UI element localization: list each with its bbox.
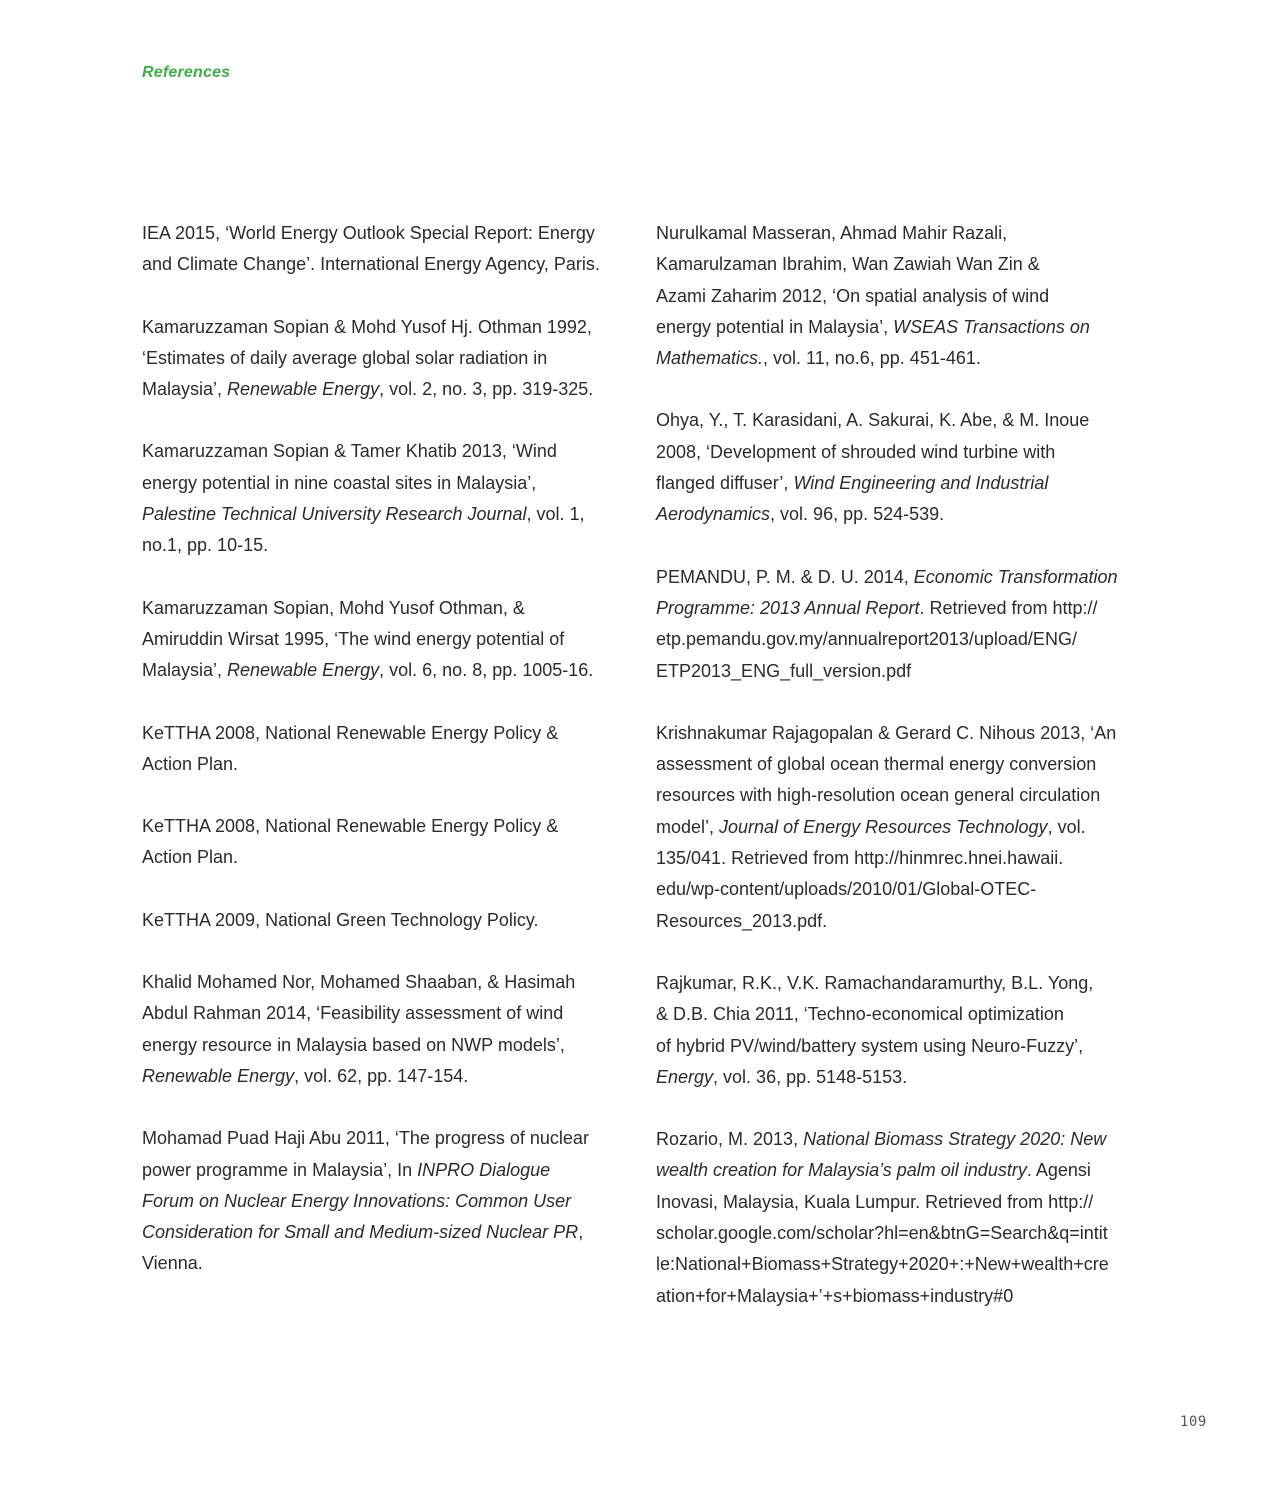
- reference-entry: [142, 718, 632, 781]
- reference-text: Khalid Mohamed Nor, Mohamed Shaaban, & Hasimah Abdul Rahman 2014, ‘Feasibility assessment of wind energy resource in Malaysia based on NWP models’,: [142, 972, 576, 1055]
- reference-title-italic: National Biomass Strategy 2020: New wealth creation for Malaysia’s palm oil industry: [656, 1129, 1107, 1181]
- reference-entry: [142, 905, 632, 936]
- section-title: References: [142, 64, 231, 81]
- reference-text: Kamaruzzaman Sopian & Tamer Khatib 2013, ‘Wind energy potential in nine coastal sites in Malaysia’,: [142, 441, 557, 493]
- reference-entry: [142, 811, 632, 874]
- reference-text: . Agensi Inovasi, Malaysia, Kuala Lumpur. Retrieved from http:// scholar.google.com/scholar?hl=en&btnG=Search&q=intit le:National+Biomass+Strategy+2020+:+New+wealth+cre ation+for+Malaysia+’+s+biomass+industry#0: [656, 1160, 1109, 1306]
- reference-text: Nurulkamal Masseran, Ahmad Mahir Razali, Kamarulzaman Ibrahim, Wan Zawiah Wan Zin & Azami Zaharim 2012, ‘On spatial analysis of wind energy potential in Malaysia’,: [656, 223, 1050, 337]
- reference-entry: [656, 405, 1146, 530]
- reference-entry: [142, 312, 632, 406]
- reference-title-italic: Energy: [656, 1066, 714, 1087]
- reference-entry: [142, 593, 632, 687]
- reference-entry: [656, 218, 1146, 374]
- references-left-column: [142, 218, 632, 1311]
- reference-text: , vol. 135/041. Retrieved from http://hinmrec.hnei.hawaii. edu/wp-content/uploads/2010/01/Global-OTEC- Resources_2013.pdf.: [656, 816, 1086, 931]
- reference-text: , Vienna.: [142, 1222, 584, 1274]
- reference-text: , vol. 62, pp. 147-154.: [294, 1065, 469, 1086]
- reference-text: KeTTHA 2008, National Renewable Energy Policy & Action Plan.: [142, 816, 559, 868]
- reference-title-italic: Palestine Technical University Research Journal: [142, 504, 527, 525]
- reference-entry: [142, 1123, 632, 1279]
- reference-entry: [142, 436, 632, 561]
- reference-text: , vol. 96, pp. 524-539.: [770, 504, 945, 525]
- reference-title-italic: Economic Transformation Programme: 2013 Annual Report: [656, 566, 1118, 618]
- reference-text: Kamaruzzaman Sopian, Mohd Yusof Othman, & Amiruddin Wirsat 1995, ‘The wind energy potential of Malaysia’,: [142, 597, 565, 681]
- reference-title-italic: INPRO Dialogue Forum on Nuclear Energy Innovations: Common User Consideration for Small and Medium-sized Nuclear PR: [142, 1159, 579, 1243]
- reference-entry: [142, 218, 632, 281]
- reference-text: , vol. 36, pp. 5148-5153.: [713, 1066, 908, 1087]
- reference-entry: [656, 718, 1146, 937]
- reference-text: Rozario, M. 2013,: [656, 1129, 804, 1150]
- reference-text: Kamaruzzaman Sopian & Mohd Yusof Hj. Othman 1992, ‘Estimates of daily average global solar radiation in Malaysia’,: [142, 316, 592, 400]
- reference-text: Krishnakumar Rajagopalan & Gerard C. Nihous 2013, ‘An assessment of global ocean thermal energy conversion resources with high-resolution ocean general circulation model’,: [656, 722, 1117, 837]
- reference-text: , vol. 11, no.6, pp. 451-461.: [763, 348, 981, 369]
- reference-title-italic: WSEAS Transactions on Mathematics.: [656, 316, 1090, 369]
- reference-text: Mohamad Puad Haji Abu 2011, ‘The progress of nuclear power programme in Malaysia’, In: [142, 1128, 589, 1180]
- reference-text: Rajkumar, R.K., V.K. Ramachandaramurthy, B.L. Yong, & D.B. Chia 2011, ‘Techno-economical optimization of hybrid PV/wind/battery system using Neuro-Fuzzy’,: [656, 972, 1094, 1056]
- reference-title-italic: Renewable Energy: [227, 660, 380, 681]
- reference-entry: [656, 1124, 1146, 1312]
- reference-entry: [656, 968, 1146, 1093]
- reference-title-italic: Renewable Energy: [227, 379, 380, 400]
- reference-text: KeTTHA 2009, National Green Technology Policy.: [142, 909, 539, 930]
- reference-title-italic: Journal of Energy Resources Technology: [719, 816, 1048, 837]
- references-right-column: [656, 218, 1146, 1343]
- reference-text: , vol. 6, no. 8, pp. 1005-16.: [379, 660, 594, 681]
- page-number: 109: [1180, 1414, 1207, 1430]
- reference-text: . Retrieved from http:// etp.pemandu.gov.my/annualreport2013/upload/ENG/ ETP2013_ENG_full_version.pdf: [656, 597, 1098, 681]
- reference-text: KeTTHA 2008, National Renewable Energy Policy & Action Plan.: [142, 722, 559, 774]
- reference-text: , vol. 1, no.1, pp. 10-15.: [142, 504, 585, 556]
- reference-text: PEMANDU, P. M. & D. U. 2014,: [656, 566, 914, 587]
- reference-text: Ohya, Y., T. Karasidani, A. Sakurai, K. Abe, & M. Inoue 2008, ‘Development of shrouded wind turbine with flanged diffuser’,: [656, 410, 1090, 494]
- reference-title-italic: Renewable Energy: [142, 1065, 295, 1086]
- reference-entry: [656, 562, 1146, 687]
- reference-entry: [142, 967, 632, 1092]
- reference-text: , vol. 2, no. 3, pp. 319-325.: [379, 379, 594, 400]
- reference-title-italic: Wind Engineering and Industrial Aerodynamics: [656, 473, 1049, 525]
- reference-text: IEA 2015, ‘World Energy Outlook Special Report: Energy and Climate Change’. International Energy Agency, Paris.: [142, 223, 600, 275]
